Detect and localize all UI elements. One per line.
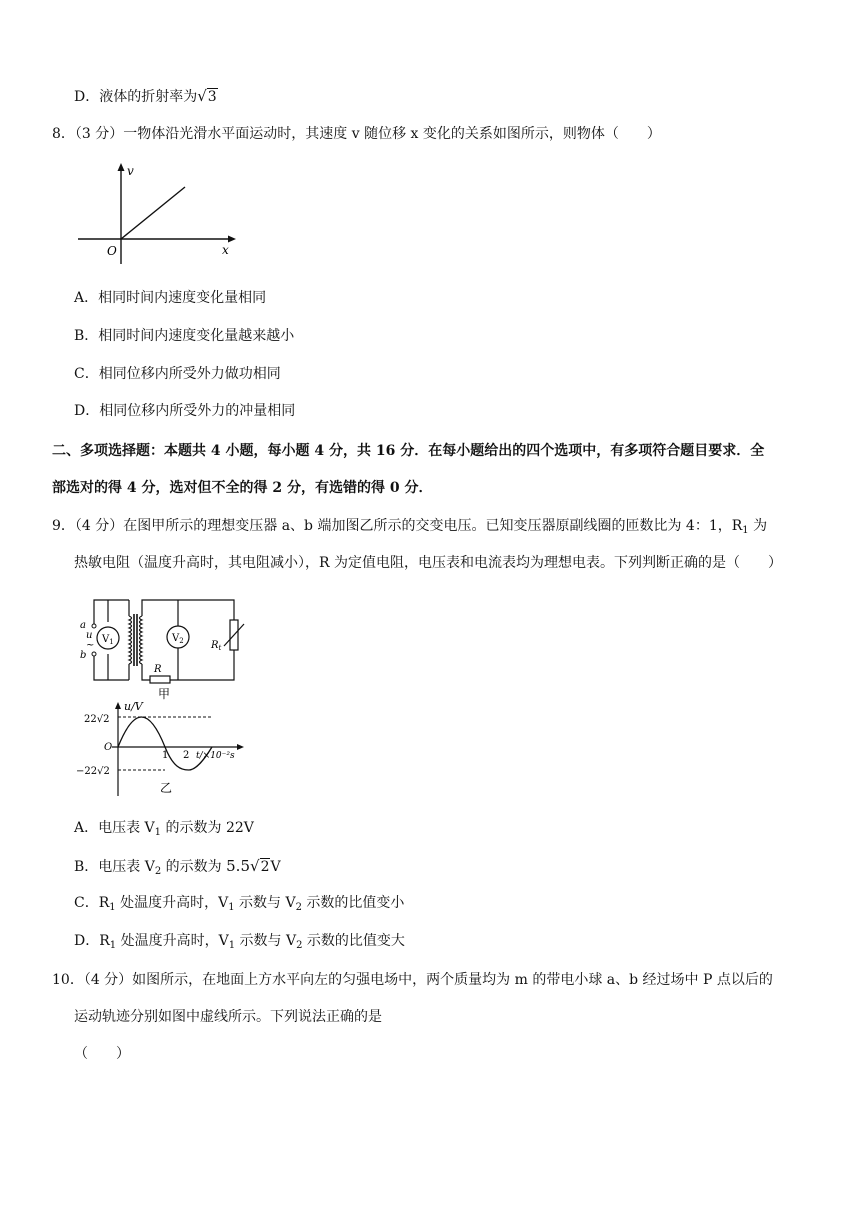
resistor-r-label: R [154,664,162,675]
q8-velocity-displacement-graph [70,158,250,268]
q9-option-b: B．电压表 $V_2$ 的示数为 5.5√2V [74,857,281,877]
thermistor-label: $R_t$ [211,640,222,652]
q10-stem-line2: 运动轨迹分别如图中虚线所示。下列说法正确的是 [74,1009,382,1025]
q9-option-d: D．$R_1$ 处温度升高时，$V_1$ 示数与 $V_2$ 示数的比值变大 [74,933,405,951]
q8-stem: 8．（3 分）一物体沿光滑水平面运动时，其速度 v 随位移 x 变化的关系如图所示，则物体（ ） [52,126,661,142]
waveform-positive-peak: 22√2 [84,714,110,725]
section2-heading-line2: 部选对的得 4 分，选对但不全的得 2 分，有选错的得 0 分． [52,480,433,496]
waveform-tick-2: 2 [183,750,190,761]
q9-voltage-waveform [74,700,254,796]
circuit-terminal-a: a [80,620,86,631]
sqrt-3: √3 [197,87,217,105]
circuit-caption: 甲 [158,687,171,701]
q10-answer-bracket: （ ） [74,1046,130,1062]
waveform-caption: 乙 [160,781,173,795]
q9-option-a: A．电压表 $V_1$ 的示数为 22V [74,820,254,838]
q8-option-a: A．相同时间内速度变化量相同 [74,290,267,306]
q10-stem-line1: 10．（4 分）如图所示，在地面上方水平向左的匀强电场中，两个质量均为 m 的带电小球 a、b 经过场中 P 点以后的 [52,972,773,988]
waveform-x-axis-label: t/×10⁻²s [196,751,235,761]
q9-circuit-diagram [74,594,244,701]
q8-option-c: C．相同位移内所受外力做功相同 [74,366,281,382]
q9-stem-line1: 9．（4 分）在图甲所示的理想变压器 a、b 端加图乙所示的交变电压。已知变压器原副线圈的匝数比为 4：1，$R_1$ 为 [52,518,768,536]
circuit-ac-symbol: ~ [86,640,95,651]
waveform-tick-1: 1 [162,750,169,761]
circuit-u-label: u [86,630,93,641]
q8-option-d: D．相同位移内所受外力的冲量相同 [74,403,296,419]
q9-stem-line2: 热敏电阻（温度升高时，其电阻减小），R 为定值电阻，电压表和电流表均为理想电表。下列判断正确的是（ ） [74,555,782,571]
waveform-negative-peak: −22√2 [76,766,110,777]
q7-option-d-text: D．液体的折射率为 [74,89,198,105]
q8-option-b: B．相同时间内速度变化量越来越小 [74,328,295,344]
voltmeter-v2-label: $V_2$ [172,633,184,645]
section2-heading-line1: 二、多项选择题：本题共 4 小题，每小题 4 分，共 16 分．在每小题给出的四个选项中，有多项符合题目要求．全 [52,443,765,459]
q9-option-c: C．$R_1$ 处温度升高时，$V_1$ 示数与 $V_2$ 示数的比值变小 [74,895,405,913]
q9-option-b-value: 5.5 [226,857,250,875]
waveform-y-axis-label: u/V [124,700,143,713]
q8-graph-y-label: v [127,164,134,178]
voltmeter-v1-label: $V_1$ [102,634,114,646]
q8-graph-origin: O [107,244,117,258]
q7-option-d [74,86,218,107]
waveform-origin: O [104,742,113,753]
circuit-terminal-b: b [80,650,87,661]
sqrt-2: √2 [250,857,270,875]
q8-graph-x-label: x [222,243,229,257]
